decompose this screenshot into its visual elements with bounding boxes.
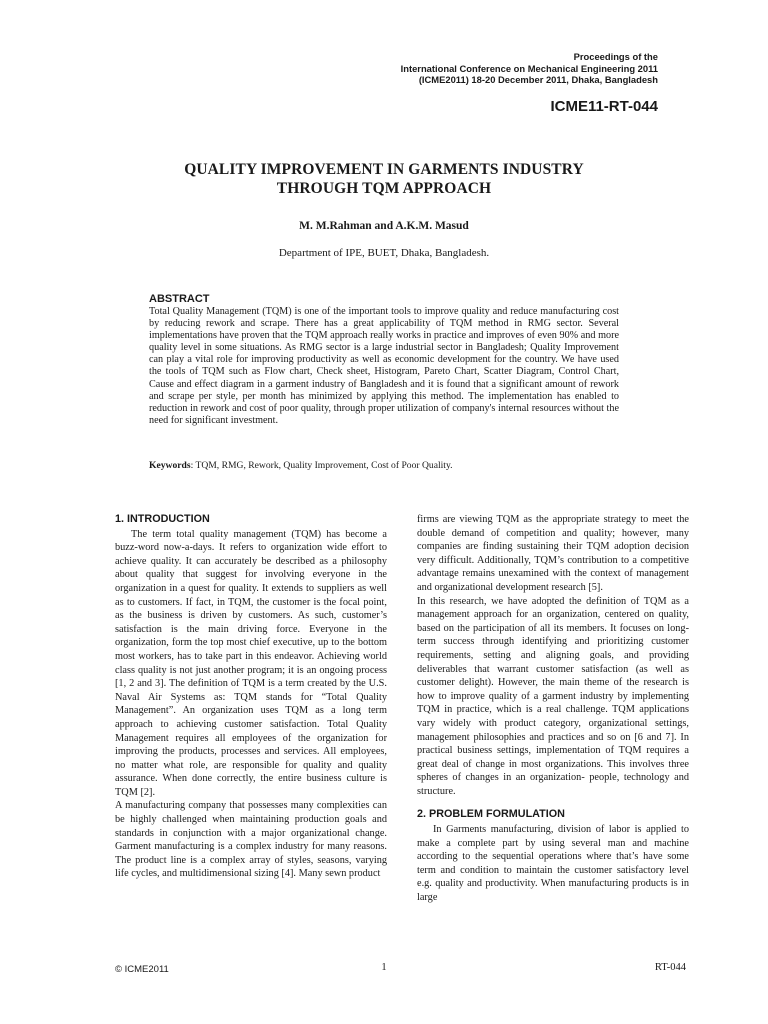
- title-line: QUALITY IMPROVEMENT IN GARMENTS INDUSTRY: [184, 161, 584, 178]
- affiliation: Department of IPE, BUET, Dhaka, Bangladesh.: [278, 247, 490, 259]
- section-heading-introduction: 1. INTRODUCTION: [115, 513, 210, 525]
- keywords: [149, 460, 619, 472]
- paragraph: In Garments manufacturing, division of labor is applied to make a complete part by using several man and machine according to the sequential operations where that’s have some term and condition to maintain the customer satisfactory level e.g. quality and productivity. When manufacturing products is in large: [417, 824, 689, 904]
- keywords-list: : TQM, RMG, Rework, Quality Improvement, Cost of Poor Quality.: [190, 460, 453, 471]
- paragraph: A manufacturing company that possesses many complexities can be highly challenged when maintaining production goals and standards in conjunction with a major organizational change. Garment manufacturing is a complex industry for many reasons. The product line is a complex array of styles, seasons, varying life cycles, and multidimensional sizing [4]. Many sewn product: [115, 800, 387, 880]
- paragraph: In this research, we have adopted the definition of TQM as a management approach for an organization, centered on quality, based on the participation of all its members. It focuses on long-term success through identifying and prioritizing customer requirements, setting and aligning goals, and providing deliverables that warrant customer satisfaction (as well as customer delight). However, the main theme of the research is how to improve quality of a garment industry by implementing TQM in practice, which is a real challenge. TQM applications vary widely with product category, organizational settings, management philosophies and practices and so on [6 and 7]. In practical business settings, implementation of TQM requires a great deal of change in most organizations. This involves three spheres of changes in an organization- people, technology and structure.: [417, 595, 689, 797]
- authors: M. M.Rahman and A.K.M. Masud: [299, 220, 469, 232]
- abstract-text: Total Quality Management (TQM) is one of the important tools to improve quality and reduce manufacturing cost by reducing rework and scrape. There has a great applicability of TQM method in RMG sector. Several implementations have proven that the TQM approach really works in practice and improves of even 90% and more quality level in some situations. As RMG sector is a large industrial sector in Bangladesh; Quality Improvement can play a vital role for improving productivity as well as economic development for the country. We have used the tools of TQM such as Flow chart, Check sheet, Histogram, Pareto Chart, Scatter Diagram, Control Chart, Cause and effect diagram in a garment industry of Bangladesh and it is found that a significant amount of rework and scrape per style, per month has minimized by applying this method. The implementation has enabled to reduction in rework and cost of poor quality, through proper utilization of company's internal resources without the need for significant investment.: [149, 306, 619, 426]
- footer-copyright: © ICME2011: [115, 964, 169, 975]
- keywords-label: Keywords: [149, 460, 191, 471]
- section-heading-problem-formulation: 2. PROBLEM FORMULATION: [417, 808, 565, 821]
- left-column: [115, 513, 387, 881]
- page-number: 1: [381, 962, 387, 973]
- paper-id: ICME11-RT-044: [550, 98, 658, 115]
- footer-code: RT-044: [654, 962, 686, 973]
- proceedings-line: International Conference on Mechanical Engineering 2011: [400, 62, 658, 74]
- right-column: [417, 513, 689, 905]
- title-line: THROUGH TQM APPROACH: [276, 180, 492, 197]
- paragraph: The term total quality management (TQM) has become a buzz-word now-a-days. It refers to organization wide effort to achieve quality. It can accurately be described as a philosophy about quality that suggest for involving everyone in the organization in a quest for quality. It extends to suppliers as well as to customers. If fact, in TQM, the customer is the focal point, as the business is driven by customers. As such, customer’s satisfaction is the main driving force. Everyone in the organization, form the top most chief executive, up to the bottom most workers, has to take part in this endeavor. Achieving world class quality is not just another program; it is an ongoing process [1, 2 and 3]. The definition of TQM is a term created by the U.S. Naval Air Systems as: TQM stands for “Total Quality Management”. An organization uses TQM as a long term approach to achieving customer satisfaction. Total Quality Management requires all employees of the organization for improving the products, processes and services. All employees, no matter what role, are responsible for quality and quality assurance. When done correctly, the entire business culture is TQM [2].: [115, 528, 387, 798]
- paper-title: [0, 160, 768, 198]
- abstract-heading: ABSTRACT: [149, 293, 210, 305]
- proceedings-line: (ICME2011) 18-20 December 2011, Dhaka, Bangladesh: [418, 74, 658, 85]
- proceedings-header: [401, 51, 658, 86]
- paragraph: firms are viewing TQM as the appropriate strategy to meet the double demand of competition and quality; however, many companies are finding sustaining their TQM adoption decision very difficult. Additionally, TQM’s contribution to a competitive advantage remains unexamined with the context of management and organizational development research [5].: [417, 514, 689, 593]
- proceedings-line: Proceedings of the: [573, 51, 658, 62]
